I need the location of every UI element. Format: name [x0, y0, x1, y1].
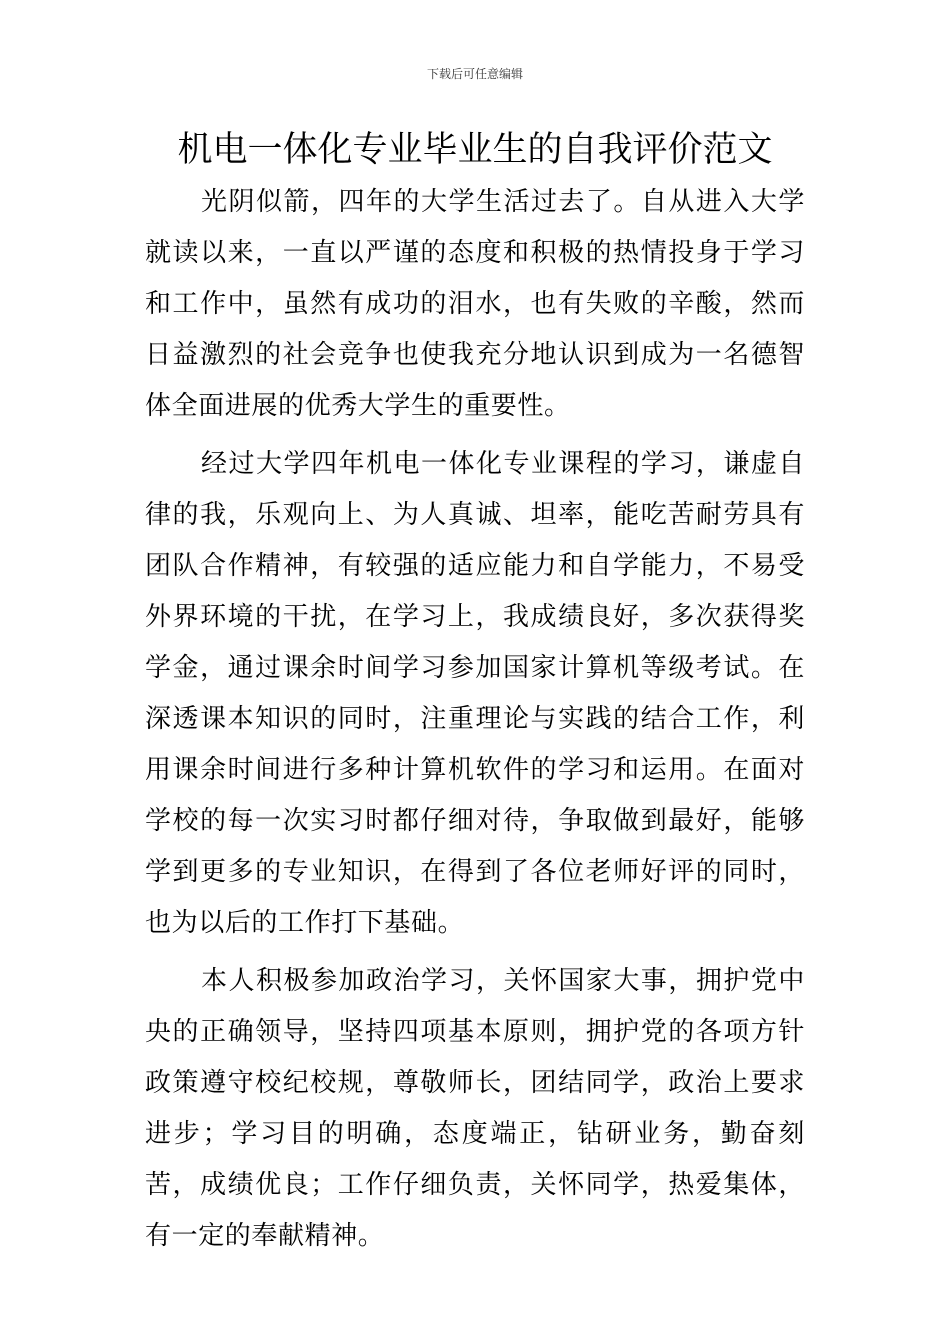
document-title: 机电一体化专业毕业生的自我评价范文	[177, 130, 773, 170]
paragraph-2: 经过大学四年机电一体化专业课程的学习，谦虚自律的我，乐观向上、为人真诚、坦率，能吃苦耐劳具有团队合作精神，有较强的适应能力和自学能力，不易受外界环境的干扰，在学习上，我成绩良好，多次获得奖学金，通过课余时间学习参加国家计算机等级考试。在深透课本知识的同时，注重理论与实践的结合工作，利用课余时间进行多种计算机软件的学习和运用。在面对学校的每一次实习时都仔细对待，争取做到最好，能够学到更多的专业知识，在得到了各位老师好评的同时，也为以后的工作打下基础。	[145, 449, 805, 938]
paragraph-1: 光阴似箭，四年的大学生活过去了。自从进入大学就读以来，一直以严谨的态度和积极的热情投身于学习和工作中，虽然有成功的泪水，也有失败的辛酸，然而日益激烈的社会竞争也使我充分地认识到成为一名德智体全面进展的优秀大学生的重要性。	[145, 187, 805, 421]
paragraph-3: 本人积极参加政治学习，关怀国家大事，拥护党中央的正确领导，坚持四项基本原则，拥护党的各项方针政策遵守校纪校规，尊敬师长，团结同学，政治上要求进步；学习目的明确，态度端正，钻研业务，勤奋刻苦，成绩优良；工作仔细负责，关怀同学，热爱集体，有一定的奉献精神。	[145, 966, 805, 1251]
header-note: 下载后可任意编辑	[426, 67, 523, 81]
document-body	[145, 177, 805, 1269]
